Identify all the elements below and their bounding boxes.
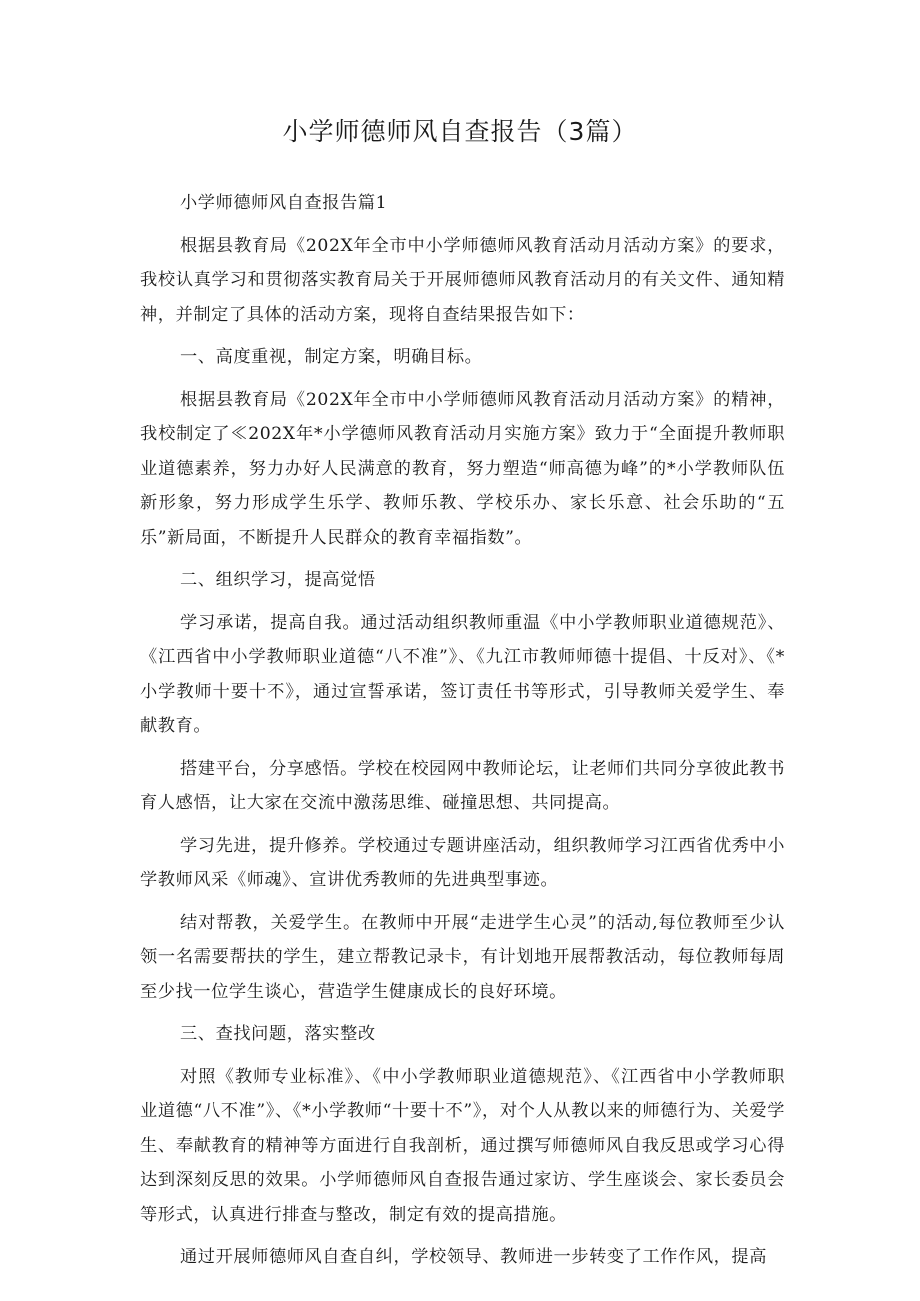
section-title-part-1: 小学师德师风自查报告篇1 <box>180 193 388 213</box>
section-heading-1: 一、高度重视，制定方案，明确目标。 <box>180 347 483 367</box>
body-paragraph: 搭建平台，分享感悟。学校在校园网中教师论坛，让老师们共同分享彼此教书育人感悟，让大家在交流中激荡思维、碰撞思想、共同提高。 <box>140 758 785 813</box>
body-paragraph: 结对帮教，关爱学生。在教师中开展“走进学生心灵”的活动,每位教师至少认领一名需要帮扶的学生，建立帮教记录卡，有计划地开展帮教活动，每位教师每周至少找一位学生谈心，营造学生健康成长的良好环境。 <box>140 912 785 1002</box>
document-title: 小学师德师风自查报告（3篇） <box>282 117 638 146</box>
intro-paragraph: 根据县教育局《202X年全市中小学师德师风教育活动月活动方案》的要求，我校认真学习和贯彻落实教育局关于开展师德师风教育活动月的有关文件、通知精神，并制定了具体的活动方案，现将自查结果报告如下： <box>140 235 785 325</box>
document-body <box>140 186 785 1283</box>
body-paragraph: 通过开展师德师风自查自纠，学校领导、教师进一步转变了工作作风，提高 <box>180 1247 767 1267</box>
section-heading-2: 二、组织学习，提高觉悟 <box>180 570 376 590</box>
body-paragraph: 对照《教师专业标准》、《中小学教师职业道德规范》、《江西省中小学教师职业道德“八不准”》、《*小学教师“十要十不”》，对个人从教以来的师德行为、关爱学生、奉献教育的精神等方面进行自我剖析，通过撰写师德师风自我反思或学习心得达到深刻反思的效果。小学师德师风自查报告通过家访、学生座谈会、家长委员会等形式，认真进行排查与整改，制定有效的提高措施。 <box>140 1066 785 1225</box>
body-paragraph: 学习先进，提升修养。学校通过专题讲座活动，组织教师学习江西省优秀中小学教师风采《师魂》、宣讲优秀教师的先进典型事迹。 <box>140 835 785 890</box>
section-heading-3: 三、查找问题，落实整改 <box>180 1024 376 1044</box>
body-paragraph: 学习承诺，提高自我。通过活动组织教师重温《中小学教师职业道德规范》、《江西省中小学教师职业道德“八不准”》、《九江市教师师德十提倡、十反对》、《*小学教师十要十不》，通过宣誓承诺，签订责任书等形式，引导教师关爱学生、奉献教育。 <box>140 612 785 736</box>
body-paragraph: 根据县教育局《202X年全市中小学师德师风教育活动月活动方案》的精神，我校制定了≪202X年*小学德师风教育活动月实施方案》致力于“全面提升教师职业道德素养，努力办好人民满意的教育，努力塑造“师高德为峰”的*小学教师队伍新形象，努力形成学生乐学、教师乐教、学校乐办、家长乐意、社会乐助的“五乐”新局面，不断提升人民群众的教育幸福指数”。 <box>140 389 785 548</box>
